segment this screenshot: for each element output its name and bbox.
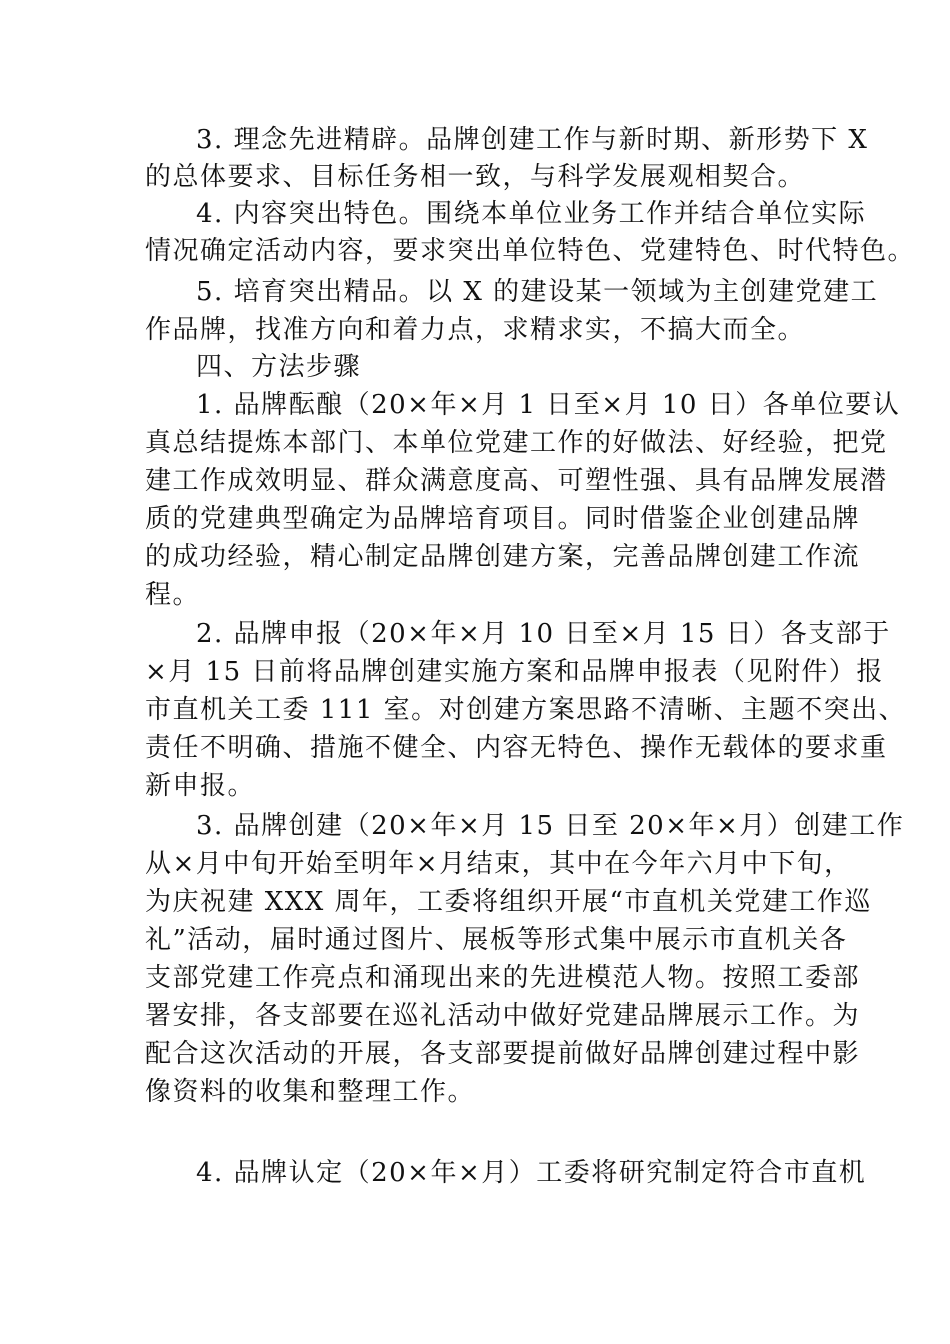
paragraph-line: 质的党建典型确定为品牌培育项目。同时借鉴企业创建品牌 — [145, 504, 861, 534]
paragraph-line: 责任不明确、措施不健全、内容无特色、操作无载体的要求重 — [145, 733, 888, 763]
paragraph-line: 的总体要求、目标任务相一致，与科学发展观相契合。 — [145, 162, 806, 192]
paragraph-line: 市直机关工委 111 室。对创建方案思路不清晰、主题不突出、 — [145, 695, 907, 725]
paragraph-line: 程。 — [145, 580, 201, 610]
paragraph-line: 3. 品牌创建（20×年×月 15 日至 20×年×月）创建工作 — [196, 811, 905, 841]
paragraph-line: 的成功经验，精心制定品牌创建方案，完善品牌创建工作流 — [145, 542, 861, 572]
paragraph-line: 支部党建工作亮点和涌现出来的先进模范人物。按照工委部 — [145, 963, 861, 993]
paragraph-line: 4. 内容突出特色。围绕本单位业务工作并结合单位实际 — [196, 199, 867, 229]
paragraph-line: 像资料的收集和整理工作。 — [145, 1077, 476, 1107]
paragraph-line: 2. 品牌申报（20×年×月 10 日至×月 15 日）各支部于 — [196, 619, 891, 649]
paragraph-line: 礼”活动，届时通过图片、展板等形式集中展示市直机关各 — [145, 925, 848, 955]
section-heading: 四、方法步骤 — [196, 352, 362, 382]
paragraph-line: 配合这次活动的开展，各支部要提前做好品牌创建过程中影 — [145, 1039, 861, 1069]
paragraph-line: 作品牌，找准方向和着力点，求精求实，不搞大而全。 — [145, 315, 806, 345]
paragraph-line: 建工作成效明显、群众满意度高、可塑性强、具有品牌发展潜 — [145, 466, 888, 496]
paragraph-line: 真总结提炼本部门、本单位党建工作的好做法、好经验，把党 — [145, 428, 888, 458]
paragraph-line: ×月 15 日前将品牌创建实施方案和品牌申报表（见附件）报 — [145, 657, 884, 687]
paragraph-line: 4. 品牌认定（20×年×月）工委将研究制定符合市直机 — [196, 1158, 867, 1188]
paragraph-line: 署安排，各支部要在巡礼活动中做好党建品牌展示工作。为 — [145, 1001, 861, 1031]
paragraph-line: 从×月中旬开始至明年×月结束，其中在今年六月中下旬， — [145, 849, 852, 879]
paragraph-line: 1. 品牌酝酿（20×年×月 1 日至×月 10 日）各单位要认 — [196, 390, 901, 420]
paragraph-line: 为庆祝建 XXX 周年，工委将组织开展“市直机关党建工作巡 — [145, 887, 872, 917]
paragraph-line: 新申报。 — [145, 771, 256, 801]
paragraph-line: 5. 培育突出精品。以 X 的建设某一领域为主创建党建工 — [196, 277, 879, 307]
paragraph-line: 3. 理念先进精辟。品牌创建工作与新时期、新形势下 X — [196, 125, 869, 155]
paragraph-line: 情况确定活动内容，要求突出单位特色、党建特色、时代特色。 — [145, 236, 916, 266]
